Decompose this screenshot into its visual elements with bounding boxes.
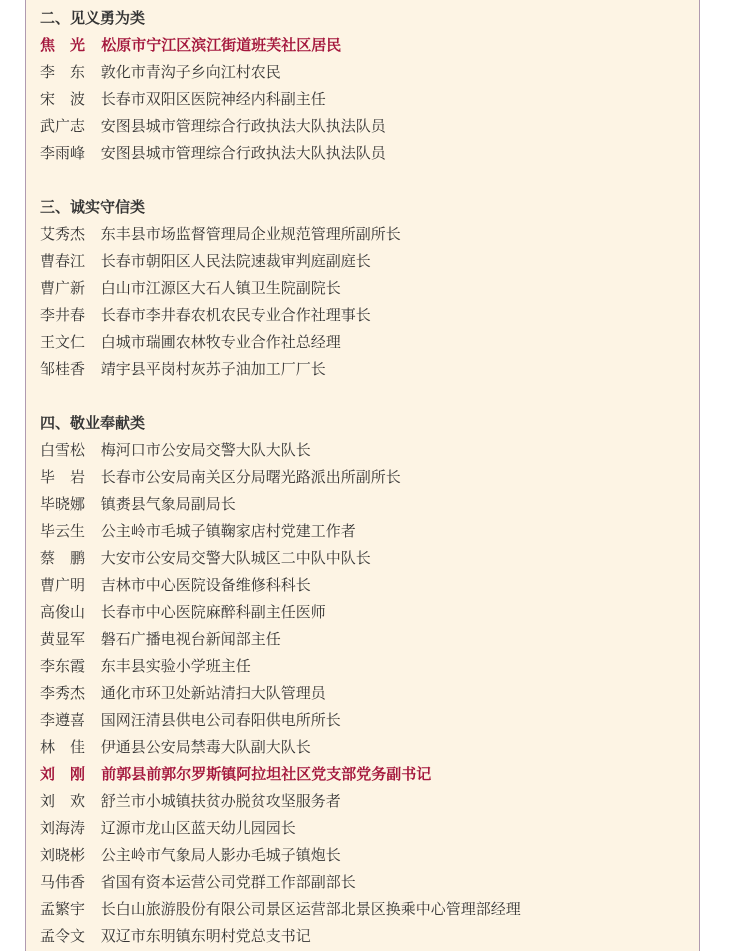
person-name: 蔡 鹏 [40, 549, 86, 567]
person-title: 舒兰市小城镇扶贫办脱贫攻坚服务者 [100, 792, 341, 810]
person-name: 刘晓彬 [40, 846, 86, 864]
person-name: 邹桂香 [40, 360, 86, 378]
person-title: 辽源市龙山区蓝天幼儿园园长 [100, 819, 296, 837]
list-item [40, 437, 690, 464]
person-title: 安图县城市管理综合行政执法大队执法队员 [100, 144, 386, 162]
person-title: 镇赉县气象局副局长 [100, 495, 236, 513]
person-name: 林 佳 [40, 738, 86, 756]
list-item [40, 221, 690, 248]
person-title: 长春市公安局南关区分局曙光路派出所副所长 [100, 468, 401, 486]
list-item [40, 599, 690, 626]
list-item [40, 761, 690, 788]
person-name: 曹春江 [40, 252, 86, 270]
section-spacer [40, 167, 690, 194]
person-name: 李 东 [40, 63, 86, 81]
person-title: 敦化市青沟子乡向江村农民 [100, 63, 281, 81]
person-name: 李东霞 [40, 657, 86, 675]
list-item [40, 491, 690, 518]
person-title: 松原市宁江区滨江街道班芙社区居民 [101, 36, 342, 54]
person-title: 梅河口市公安局交警大队大队长 [100, 441, 311, 459]
person-name: 李秀杰 [40, 684, 86, 702]
list-item [40, 680, 690, 707]
person-name: 李雨峰 [40, 144, 86, 162]
person-name: 艾秀杰 [40, 225, 86, 243]
person-name: 李遵喜 [40, 711, 86, 729]
list-item [40, 113, 690, 140]
person-name: 王文仁 [40, 333, 86, 351]
person-title: 省国有资本运营公司党群工作部副部长 [100, 873, 356, 891]
list-item [40, 734, 690, 761]
list-item [40, 275, 690, 302]
list-item [40, 248, 690, 275]
person-title: 东丰县实验小学班主任 [100, 657, 251, 675]
section-heading-jianyi: 二、见义勇为类 [40, 9, 146, 27]
person-name: 宋 波 [40, 90, 86, 108]
list-item [40, 788, 690, 815]
list-item [40, 869, 690, 896]
person-title: 公主岭市气象局人影办毛城子镇炮长 [100, 846, 341, 864]
person-name: 刘 刚 [40, 765, 86, 783]
person-title: 长春市双阳区医院神经内科副主任 [100, 90, 326, 108]
person-name: 李井春 [40, 306, 86, 324]
list-item [40, 302, 690, 329]
person-name: 焦 光 [40, 36, 86, 54]
person-name: 黄显军 [40, 630, 86, 648]
list-item [40, 86, 690, 113]
person-title: 长春市李井春农机农民专业合作社理事长 [100, 306, 371, 324]
list-item [40, 896, 690, 923]
person-name: 马伟香 [40, 873, 86, 891]
person-title: 长白山旅游股份有限公司景区运营部北景区换乘中心管理部经理 [100, 900, 521, 918]
person-name: 白雪松 [40, 441, 86, 459]
person-title: 白城市瑞圃农林牧专业合作社总经理 [100, 333, 341, 351]
person-name: 毕晓娜 [40, 495, 86, 513]
person-title: 安图县城市管理综合行政执法大队执法队员 [100, 117, 386, 135]
list-item [40, 59, 690, 86]
honoree-list [40, 5, 690, 950]
person-title: 靖宇县平岗村灰苏子油加工厂厂长 [100, 360, 326, 378]
list-item [40, 923, 690, 950]
person-title: 伊通县公安局禁毒大队副大队长 [100, 738, 311, 756]
person-title: 东丰县市场监督管理局企业规范管理所副所长 [100, 225, 401, 243]
list-item [40, 626, 690, 653]
person-name: 毕 岩 [40, 468, 86, 486]
person-name: 刘海涛 [40, 819, 86, 837]
person-name: 孟繁宇 [40, 900, 86, 918]
person-name: 高俊山 [40, 603, 86, 621]
list-item [40, 464, 690, 491]
list-item [40, 329, 690, 356]
person-name: 曹广明 [40, 576, 86, 594]
person-title: 磐石广播电视台新闻部主任 [100, 630, 281, 648]
list-item [40, 815, 690, 842]
list-item [40, 518, 690, 545]
person-title: 前郭县前郭尔罗斯镇阿拉坦社区党支部党务副书记 [101, 765, 432, 783]
list-item [40, 545, 690, 572]
person-title: 大安市公安局交警大队城区二中队中队长 [100, 549, 371, 567]
list-item [40, 707, 690, 734]
person-title: 公主岭市毛城子镇鞠家店村党建工作者 [100, 522, 356, 540]
person-name: 毕云生 [40, 522, 86, 540]
section-heading-jingye: 四、敬业奉献类 [40, 414, 146, 432]
person-title: 双辽市东明镇东明村党总支书记 [100, 927, 311, 945]
person-name: 武广志 [40, 117, 86, 135]
list-item [40, 356, 690, 383]
section-spacer [40, 383, 690, 410]
person-title: 长春市朝阳区人民法院速裁审判庭副庭长 [100, 252, 371, 270]
person-title: 长春市中心医院麻醉科副主任医师 [100, 603, 326, 621]
person-title: 吉林市中心医院设备维修科科长 [100, 576, 311, 594]
person-name: 曹广新 [40, 279, 86, 297]
person-name: 孟令文 [40, 927, 86, 945]
list-item [40, 32, 690, 59]
article-panel [25, 0, 700, 951]
person-title: 国网汪清县供电公司春阳供电所所长 [100, 711, 341, 729]
person-title: 白山市江源区大石人镇卫生院副院长 [100, 279, 341, 297]
list-item [40, 653, 690, 680]
person-title: 通化市环卫处新站清扫大队管理员 [100, 684, 326, 702]
list-item [40, 140, 690, 167]
list-item [40, 842, 690, 869]
list-item [40, 572, 690, 599]
section-heading-chengshi: 三、诚实守信类 [40, 198, 146, 216]
person-name: 刘 欢 [40, 792, 86, 810]
